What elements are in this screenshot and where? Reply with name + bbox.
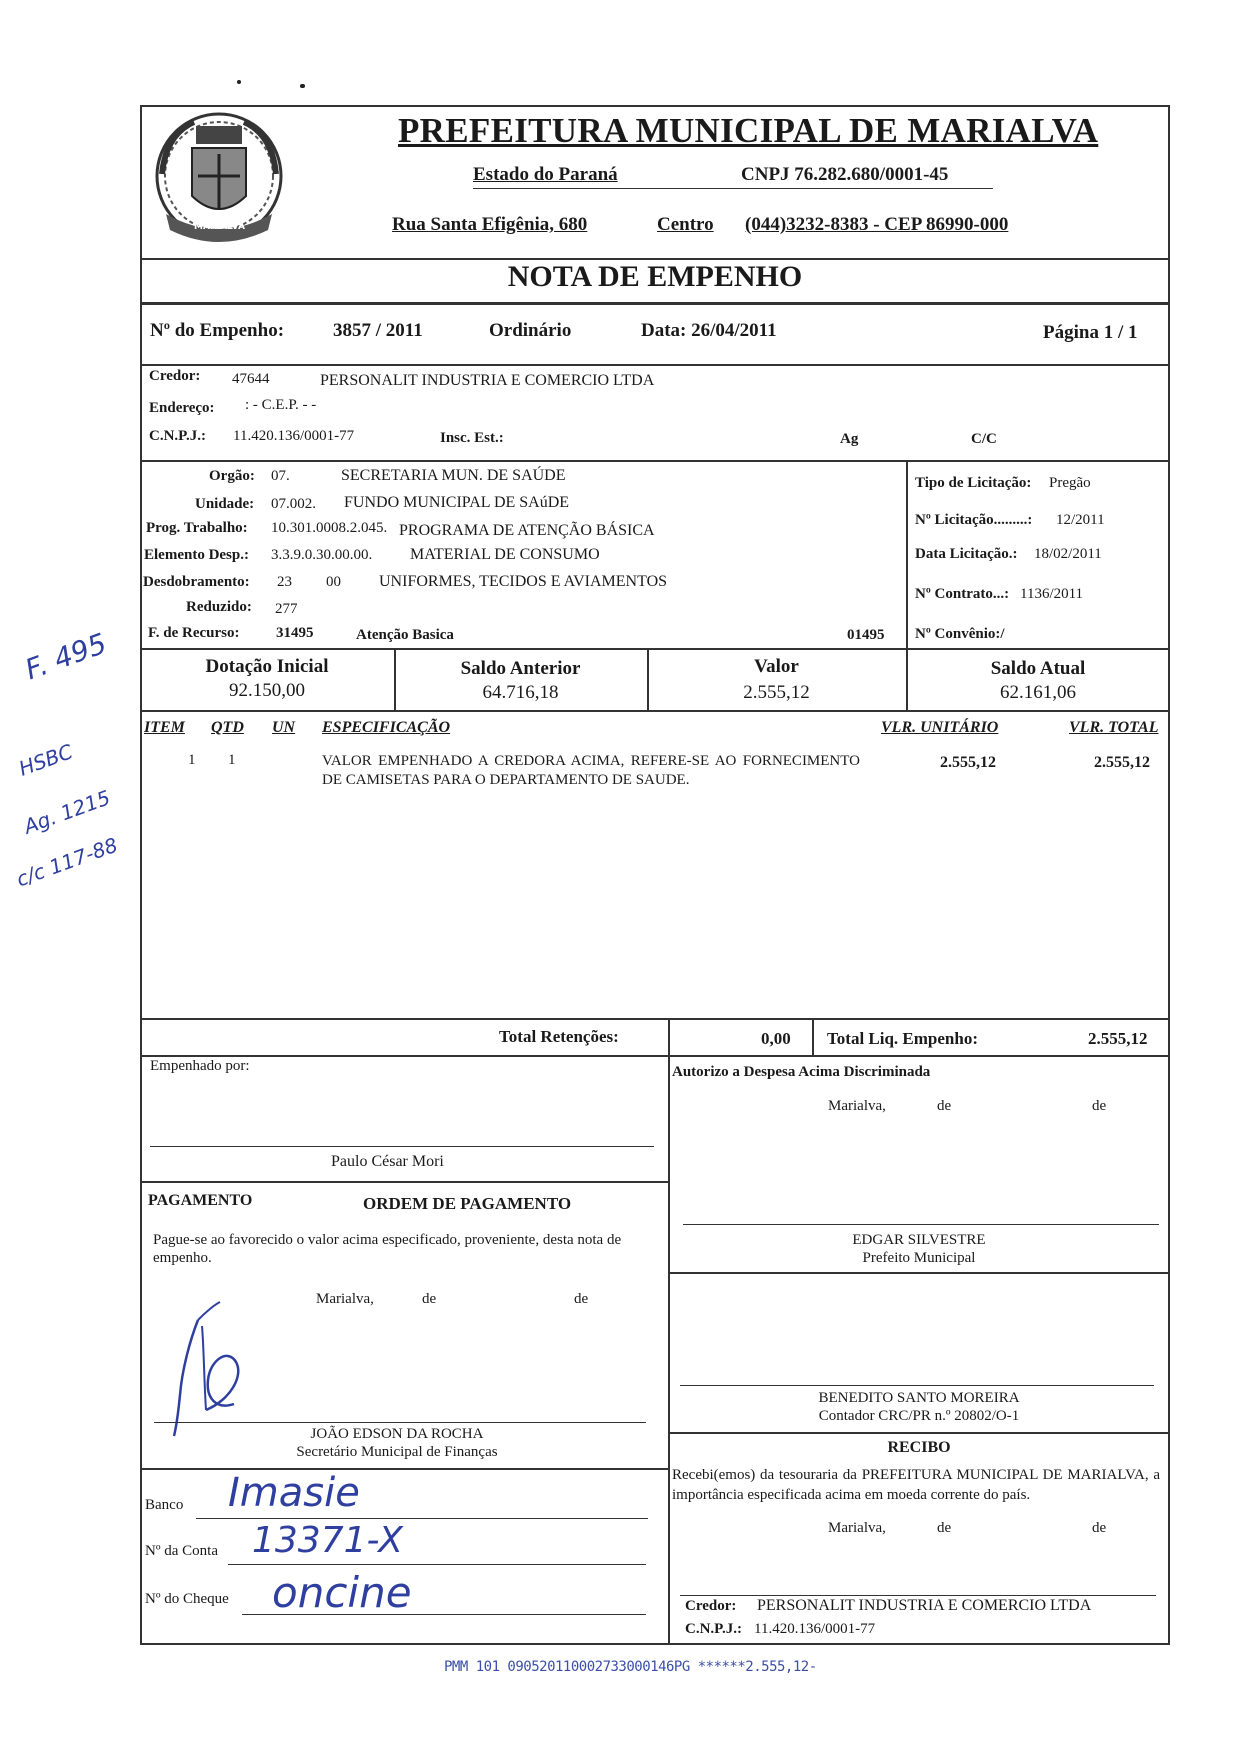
- retencoes-label: Total Retenções:: [499, 1027, 619, 1046]
- saldo-atual-value: 62.161,06: [1000, 682, 1076, 703]
- fonte-recurso-label: F. de Recurso:: [148, 625, 240, 641]
- municipality-cnpj: CNPJ 76.282.680/0001-45: [741, 164, 949, 185]
- empenho-number-label: Nº do Empenho:: [150, 320, 285, 341]
- licitacao-num-label: Nº Licitação.........:: [915, 512, 1033, 528]
- recibo-cnpj-label: C.N.P.J.:: [685, 1621, 742, 1637]
- dotacao-label: Dotação Inicial: [205, 656, 329, 677]
- divider-ret-2: [812, 1018, 814, 1055]
- divider-lower-vertical: [668, 1055, 670, 1645]
- divider-secretario: [140, 1468, 668, 1470]
- retencoes-value: 0,00: [761, 1029, 791, 1048]
- autorizo-place: Marialva,: [828, 1098, 886, 1114]
- divider-contador: [668, 1432, 1170, 1434]
- pagamento-place: Marialva,: [316, 1291, 374, 1307]
- divider-totals: [140, 710, 1170, 712]
- elemento-code: 3.3.9.0.30.00.00.: [271, 547, 373, 563]
- ordem-pagamento-label: ORDEM DE PAGAMENTO: [363, 1194, 572, 1213]
- valor-label: Valor: [754, 656, 799, 677]
- prog-trabalho-label: Prog. Trabalho:: [146, 520, 248, 536]
- col-item: ITEM: [144, 719, 185, 736]
- header-underline: [473, 188, 993, 189]
- prefeito-signature-line: [683, 1224, 1159, 1225]
- item-total-price: 2.555,12: [1094, 754, 1150, 771]
- orgao-name: SECRETARIA MUN. DE SAÚDE: [341, 467, 566, 484]
- recibo-text: Recebi(emos) da tesouraria da PREFEITURA MUNICIPAL DE MARIALVA, a importância especificada acima em moeda corrente do país.: [672, 1467, 1160, 1503]
- item-qty: 1: [228, 752, 236, 768]
- budget-block: [140, 462, 906, 648]
- cheque-label: Nº do Cheque: [145, 1591, 229, 1607]
- liq-empenho-value: 2.555,12: [1088, 1029, 1148, 1048]
- licitacao-num-value: 12/2011: [1056, 512, 1105, 528]
- licitacao-tipo-label: Tipo de Licitação:: [915, 475, 1032, 491]
- page-number: Página 1 / 1: [1043, 322, 1138, 343]
- divider-prefeito: [668, 1272, 1170, 1274]
- contrato-value: 1136/2011: [1020, 586, 1084, 602]
- divider-empenhado: [140, 1181, 668, 1183]
- elemento-label: Elemento Desp.:: [144, 547, 249, 563]
- recibo-de1: de: [937, 1520, 952, 1536]
- endereco-label: Endereço:: [149, 400, 215, 416]
- licitacao-data-value: 18/02/2011: [1034, 546, 1102, 562]
- col-vlr-total: VLR. TOTAL: [1069, 719, 1159, 736]
- fonte-recurso-name: Atenção Basica: [356, 627, 454, 643]
- contador-signature-line: [680, 1385, 1154, 1386]
- convenio-label: Nº Convênio:/: [915, 626, 1005, 642]
- account-label: C/C: [971, 431, 997, 447]
- divider-ret-1: [668, 1018, 670, 1055]
- credor-cnpj: 11.420.136/0001-77: [233, 428, 355, 444]
- address-street: Rua Santa Efigênia, 680: [392, 214, 588, 235]
- recibo-de2: de: [1092, 1520, 1107, 1536]
- reduzido-value: 277: [275, 601, 298, 617]
- recibo-credor-value: PERSONALIT INDUSTRIA E COMERCIO LTDA: [757, 1597, 1092, 1614]
- licitacao-tipo-value: Pregão: [1049, 475, 1091, 491]
- divider-title: [140, 302, 1170, 305]
- desdobramento-code1: 23: [277, 574, 292, 590]
- col-especificacao: ESPECIFICAÇÃO: [322, 719, 451, 736]
- margin-note-2: HSBC: [15, 739, 76, 781]
- empenhado-label: Empenhado por:: [150, 1058, 250, 1074]
- contador-name: BENEDITO SANTO MOREIRA: [818, 1390, 1020, 1406]
- unidade-code: 07.002.: [271, 496, 316, 512]
- pagamento-text: Pague-se ao favorecido o valor acima especificado, proveniente, desta nota de empenho.: [153, 1232, 622, 1266]
- banco-label: Banco: [145, 1497, 184, 1513]
- divider-budget: [140, 648, 1170, 650]
- empenho-number: 3857 / 2011: [333, 320, 423, 341]
- address-district: Centro: [657, 214, 714, 235]
- dotacao-value: 92.150,00: [229, 680, 305, 701]
- secretario-title: Secretário Municipal de Finanças: [296, 1444, 498, 1460]
- orgao-label: Orgão:: [209, 468, 255, 484]
- divider-items: [140, 1018, 1170, 1020]
- empenho-type: Ordinário: [489, 320, 572, 341]
- agency-label: Ag: [840, 431, 859, 447]
- scan-speck: [300, 84, 305, 88]
- item-description: VALOR EMPENHADO A CREDORA ACIMA, REFERE-SE AO FORNECIMENTO DE CAMISETAS PARA O DEPARTAMENTO DE SAUDE.: [322, 753, 860, 788]
- desdobramento-label: Desdobramento:: [143, 574, 250, 590]
- prefeito-title: Prefeito Municipal: [862, 1250, 976, 1266]
- prefeito-name: EDGAR SILVESTRE: [852, 1232, 986, 1248]
- handwritten-signature: [160, 1300, 280, 1440]
- fonte-recurso-code: 31495: [276, 625, 314, 641]
- empenho-date: Data: 26/04/2011: [641, 320, 777, 341]
- conta-line: [228, 1564, 646, 1565]
- scan-speck: [237, 80, 241, 84]
- recibo-title: RECIBO: [887, 1439, 951, 1456]
- autorizo-label: Autorizo a Despesa Acima Discriminada: [672, 1064, 931, 1080]
- saldo-anterior-label: Saldo Anterior: [460, 658, 581, 679]
- licitacao-data-label: Data Licitação.:: [915, 546, 1018, 562]
- bank-stamp: PMM 101 090520110002733000146PG ******2.555,12-: [444, 1659, 817, 1675]
- credor-code: 47644: [232, 371, 270, 387]
- credor-cnpj-label: C.N.P.J.:: [149, 428, 206, 444]
- col-un: UN: [272, 719, 296, 736]
- orgao-code: 07.: [271, 468, 290, 484]
- contrato-label: Nº Contrato...:: [915, 586, 1010, 602]
- elemento-name: MATERIAL DE CONSUMO: [410, 546, 600, 563]
- secretario-signature-line: [154, 1422, 646, 1423]
- autorizo-de1: de: [937, 1098, 952, 1114]
- divider-empenho: [140, 364, 1170, 366]
- banco-handwritten: Imasie: [228, 1470, 360, 1516]
- desdobramento-name: UNIFORMES, TECIDOS E AVIAMENTOS: [379, 573, 668, 590]
- autorizo-de2: de: [1092, 1098, 1107, 1114]
- saldo-atual-label: Saldo Atual: [990, 658, 1086, 679]
- col-vlr-unitario: VLR. UNITÁRIO: [881, 719, 999, 736]
- margin-note-3: Ag. 1215: [20, 785, 114, 839]
- item-unit-price: 2.555,12: [940, 754, 996, 771]
- pagamento-label: PAGAMENTO: [148, 1192, 253, 1209]
- desdobramento-code2: 00: [326, 574, 341, 590]
- insc-est-label: Insc. Est.:: [440, 430, 504, 446]
- recibo-signature-line: [680, 1595, 1156, 1596]
- pagamento-de2: de: [574, 1291, 589, 1307]
- credor-name: PERSONALIT INDUSTRIA E COMERCIO LTDA: [320, 372, 655, 389]
- col-qtd: QTD: [211, 719, 244, 736]
- banco-line: [196, 1518, 648, 1519]
- municipality-title: PREFEITURA MUNICIPAL DE MARIALVA: [398, 111, 1099, 150]
- document-title: NOTA DE EMPENHO: [507, 260, 803, 293]
- pagamento-de1: de: [422, 1291, 437, 1307]
- unidade-name: FUNDO MUNICIPAL DE SAúDE: [344, 494, 570, 511]
- fonte-recurso-code2: 01495: [847, 627, 885, 643]
- liq-empenho-label: Total Liq. Empenho:: [827, 1029, 978, 1048]
- empenhado-signature-line: [150, 1146, 654, 1147]
- crest-banner-text: MARIALVA: [194, 222, 245, 232]
- saldo-anterior-value: 64.716,18: [482, 682, 559, 703]
- recibo-credor-label: Credor:: [685, 1598, 737, 1614]
- conta-label: Nº da Conta: [145, 1543, 218, 1559]
- address-phone-cep: (044)3232-8383 - CEP 86990-000: [745, 214, 1009, 235]
- municipal-crest: [148, 104, 290, 252]
- endereco-value: : - C.E.P. - -: [245, 397, 317, 413]
- credor-label: Credor:: [149, 368, 201, 384]
- conta-handwritten: 13371-X: [252, 1520, 403, 1561]
- margin-note-1: F. 495: [20, 626, 111, 687]
- reduzido-label: Reduzido:: [186, 599, 252, 615]
- divider-budget-vertical: [906, 461, 908, 648]
- recibo-place: Marialva,: [828, 1520, 886, 1536]
- contador-title: Contador CRC/PR n.º 20802/O-1: [818, 1408, 1020, 1424]
- empenhado-name: Paulo César Mori: [331, 1153, 444, 1170]
- recibo-cnpj-value: 11.420.136/0001-77: [754, 1621, 876, 1637]
- prog-trabalho-code: 10.301.0008.2.045.: [271, 520, 388, 536]
- state-name: Estado do Paraná: [473, 164, 618, 185]
- margin-note-4: c/c 117-88: [13, 832, 121, 892]
- item-number: 1: [188, 752, 196, 768]
- unidade-label: Unidade:: [195, 496, 255, 512]
- valor-value: 2.555,12: [743, 682, 810, 703]
- secretario-name: JOÃO EDSON DA ROCHA: [310, 1426, 484, 1442]
- divider-retencoes: [140, 1055, 1170, 1057]
- cheque-handwritten: oncine: [272, 1568, 412, 1617]
- prog-trabalho-name: PROGRAMA DE ATENÇÃO BÁSICA: [399, 522, 655, 539]
